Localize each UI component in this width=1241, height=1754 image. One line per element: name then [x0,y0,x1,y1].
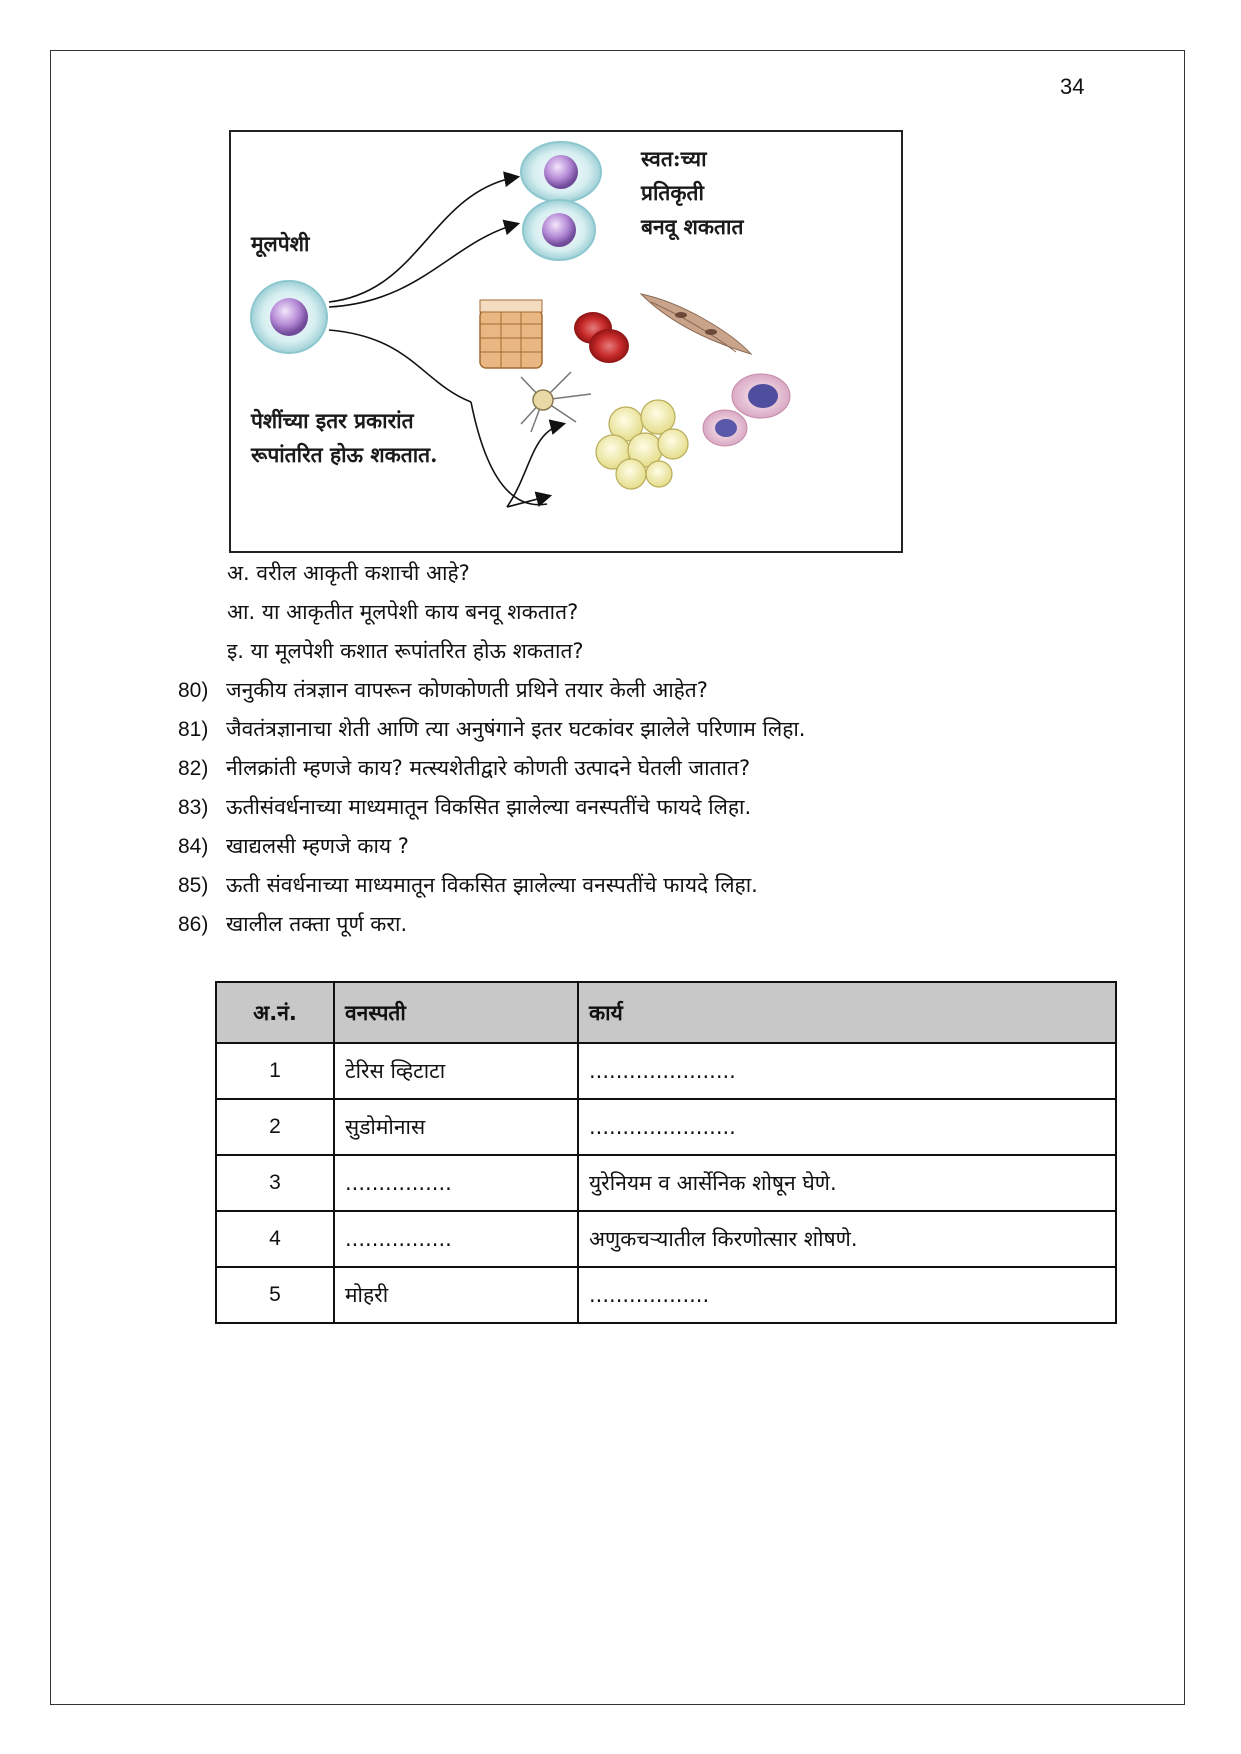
header-function: कार्य [578,982,1116,1043]
sub-question-a: अ. वरील आकृती कशाची आहे? [227,561,470,585]
neuron [521,372,591,432]
self-copy-label: स्वत:च्या प्रतिकृती बनवू शकतात [641,146,744,239]
page-number: 34 [1060,74,1085,99]
table-row [216,1155,1116,1211]
question-number: 81) [178,718,209,741]
stem-cell-label: मूलपेशी [251,231,310,256]
table-row [216,1267,1116,1323]
table-row [216,1043,1116,1099]
question-number: 82) [178,757,209,780]
question-text: ऊतीसंवर्धनाच्या माध्यमातून विकसित झालेल्या वनस्पतींचे फायदे लिहा. [226,795,752,819]
completion-table [215,981,1117,1324]
question-number: 86) [178,913,209,936]
muscle-cells [641,294,751,354]
question-text: जनुकीय तंत्रज्ञान वापरून कोणकोणती प्रथिने तयार केली आहेत? [226,678,708,702]
question-text: जैवतंत्रज्ञानाचा शेती आणि त्या अनुषंगाने इतर घटकांवर झालेले परिणाम लिहा. [226,717,806,741]
table-row [216,1211,1116,1267]
cell-plant: मोहरी [334,1267,578,1323]
question-text: खालील तक्ता पूर्ण करा. [226,912,408,936]
epithelial-cells [480,300,542,368]
white-blood-cells [703,374,790,446]
red-blood-cells [574,312,629,363]
cell-serial: 4 [216,1211,334,1267]
cell-plant: ................ [334,1211,578,1267]
header-plant: वनस्पती [334,982,578,1043]
question-text: नीलक्रांती म्हणजे काय? मत्स्यशेतीद्वारे कोणती उत्पादने घेतली जातात? [226,756,751,780]
question-84 [178,831,409,862]
header-serial: अ.नं. [216,982,334,1043]
question-number: 84) [178,835,209,858]
question-82 [178,753,750,784]
table-row [216,1099,1116,1155]
question-85 [178,870,758,901]
cell-function: युरेनियम व आर्सेनिक शोषून घेणे. [578,1155,1116,1211]
transform-label: पेशींच्या इतर प्रकारांत रूपांतरित होऊ शकतात. [251,408,438,467]
question-text: ऊती संवर्धनाच्या माध्यमातून विकसित झालेल्या वनस्पतींचे फायदे लिहा. [226,873,758,897]
cell-function: ...................... [578,1099,1116,1155]
copied-cell-top [521,142,601,202]
cell-plant: सुडोमोनास [334,1099,578,1155]
cell-serial: 2 [216,1099,334,1155]
stem-cell-diagram [231,132,901,551]
sub-question-i: इ. या मूलपेशी कशात रूपांतरित होऊ शकतात? [227,639,584,663]
question-80 [178,675,708,706]
question-number: 85) [178,874,209,897]
question-text: खाद्यलसी म्हणजे काय ? [226,834,409,858]
cell-function: .................. [578,1267,1116,1323]
cell-serial: 3 [216,1155,334,1211]
cell-function: ...................... [578,1043,1116,1099]
question-86 [178,909,407,940]
fat-cells [596,400,688,489]
cell-serial: 5 [216,1267,334,1323]
sub-question-aa: आ. या आकृतीत मूलपेशी काय बनवू शकतात? [227,600,579,624]
question-83 [178,792,751,823]
question-number: 80) [178,679,209,702]
copied-cell-bottom [523,200,595,260]
cell-plant: टेरिस व्हिटाटा [334,1043,578,1099]
question-81 [178,714,805,745]
question-number: 83) [178,796,209,819]
cell-plant: ................ [334,1155,578,1211]
stem-cell [251,281,327,353]
stem-cell-figure [229,130,903,553]
table-header-row [216,982,1116,1043]
cell-serial: 1 [216,1043,334,1099]
cell-function: अणुकचऱ्यातील किरणोत्सार शोषणे. [578,1211,1116,1267]
